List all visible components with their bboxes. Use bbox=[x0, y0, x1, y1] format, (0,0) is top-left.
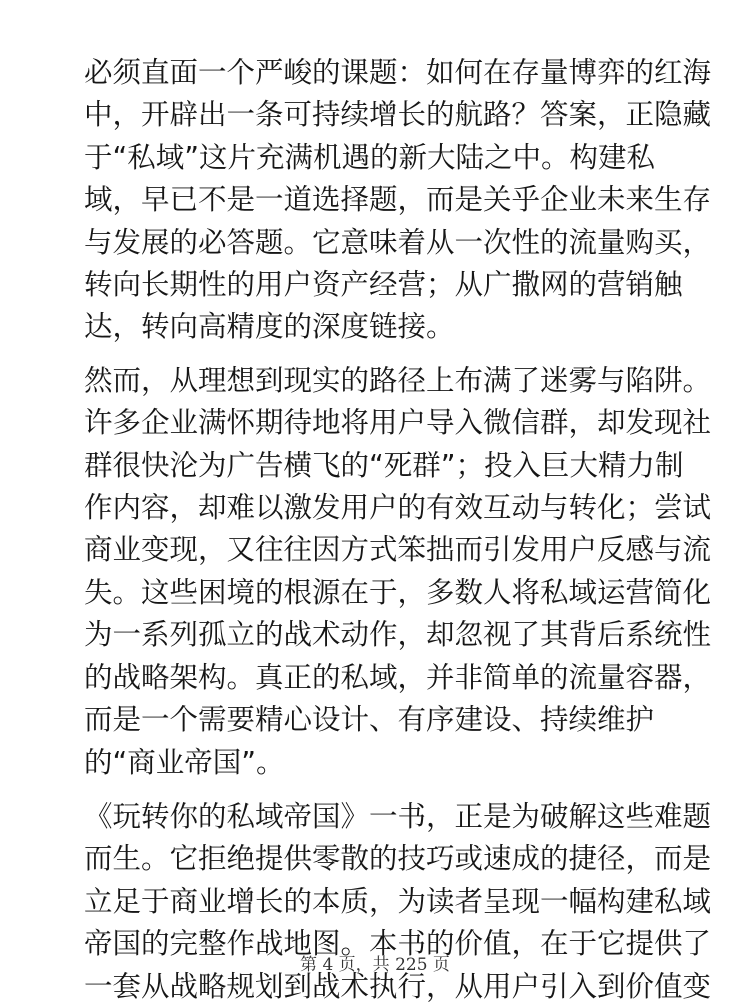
page-number-footer: 第 4 页，共 225 页 bbox=[300, 955, 450, 975]
text-line: 商业变现，又往往因方式笨拙而引发用户反感与流 bbox=[84, 533, 712, 567]
text-line: 许多企业满怀期待地将用户导入微信群，却发现社 bbox=[84, 406, 712, 440]
paragraph-spacer bbox=[84, 349, 684, 360]
text-line: 群很快沦为广告横飞的“死群”；投入巨大精力制 bbox=[84, 448, 684, 482]
text-line: 的“商业帝国”。 bbox=[84, 745, 285, 779]
document-body bbox=[84, 52, 712, 1008]
text-line: 立足于商业增长的本质，为读者呈现一幅构建私域 bbox=[84, 884, 712, 918]
text-line: 转向长期性的用户资产经营；从广撒网的营销触 bbox=[84, 268, 683, 302]
text-line: 于“私域”这片充满机遇的新大陆之中。构建私 bbox=[84, 140, 656, 174]
paragraph-3 bbox=[84, 796, 712, 1008]
text-line: 《玩转你的私域帝国》一书，正是为破解这些难题 bbox=[84, 799, 712, 833]
text-line: 失。这些困境的根源在于，多数人将私域运营简化 bbox=[84, 575, 712, 609]
text-line: 而是一个需要精心设计、有序建设、持续维护 bbox=[84, 703, 655, 737]
text-line: 为一系列孤立的战术动作，却忽视了其背后系统性 bbox=[84, 618, 712, 652]
paragraph-2 bbox=[84, 360, 712, 784]
text-line: 必须直面一个严峻的课题：如何在存量博弈的红海 bbox=[84, 56, 712, 89]
paragraph-1 bbox=[84, 52, 712, 349]
text-line: 然而，从理想到现实的路径上布满了迷雾与陷阱。 bbox=[84, 363, 712, 397]
text-line: 的战略架构。真正的私域，并非简单的流量容器， bbox=[84, 660, 712, 694]
paragraph-spacer bbox=[84, 784, 684, 796]
text-line: 达，转向高精度的深度链接。 bbox=[84, 310, 455, 344]
text-line: 而生。它拒绝提供零散的技巧或速成的捷径，而是 bbox=[84, 842, 712, 876]
text-line: 与发展的必答题。它意味着从一次性的流量购买， bbox=[84, 225, 712, 259]
text-line: 域，早已不是一道选择题，而是关乎企业未来生存 bbox=[84, 183, 712, 217]
text-line: 中，开辟出一条可持续增长的航路？答案，正隐藏 bbox=[84, 98, 712, 132]
text-line: 一套从战略规划到战术执行，从用户引入到价值变 bbox=[84, 969, 712, 1003]
text-line: 作内容，却难以激发用户的有效互动与转化；尝试 bbox=[84, 491, 712, 525]
text-line: 帝国的完整作战地图。本书的价值，在于它提供了 bbox=[84, 927, 712, 961]
